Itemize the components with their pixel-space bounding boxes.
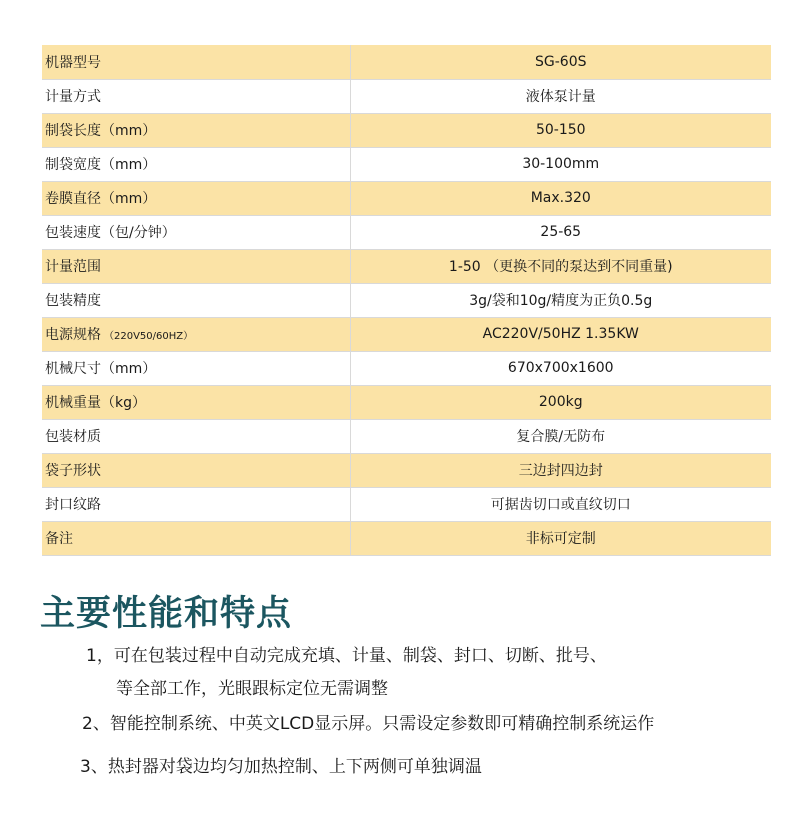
spec-value: 25-65 (350, 215, 771, 249)
spec-value: 复合膜/无防布 (350, 419, 771, 453)
spec-label (42, 521, 350, 555)
spec-row (42, 181, 771, 215)
spec-label (42, 79, 350, 113)
spec-label-text: 袋子形状 (45, 463, 101, 479)
features-title: 主要性能和特点 (40, 593, 293, 634)
feature-item-1: 1，可在包装过程中自动完成充填、计量、制袋、封口、切断、批号、 (86, 646, 607, 666)
spec-label (42, 147, 350, 181)
spec-label (42, 215, 350, 249)
feature-item-2: 2、智能控制系统、中英文LCD显示屏。只需设定参数即可精确控制系统运作 (82, 714, 655, 734)
spec-value: AC220V/50HZ 1.35KW (350, 317, 771, 351)
spec-label (42, 45, 350, 79)
spec-label-text: 制袋宽度（mm） (45, 157, 157, 173)
spec-value: 200kg (350, 385, 771, 419)
feature-item-1-continued: 等全部工作，光眼跟标定位无需调整 (116, 679, 388, 699)
spec-label (42, 351, 350, 385)
spec-value: 670x700x1600 (350, 351, 771, 385)
spec-label-text: 封口纹路 (45, 497, 101, 513)
spec-label-text: 机器型号 (45, 54, 101, 71)
spec-label (42, 113, 350, 147)
spec-label (42, 283, 350, 317)
spec-label-text: 卷膜直径（mm） (45, 191, 157, 207)
spec-value: 30-100mm (350, 147, 771, 181)
spec-row (42, 351, 771, 385)
spec-label (42, 385, 350, 419)
spec-row (42, 113, 771, 147)
spec-value: 3g/袋和10g/精度为正负0.5g (350, 283, 771, 317)
spec-label-text: 备注 (45, 531, 73, 547)
spec-row (42, 317, 771, 351)
spec-label-text: 机械尺寸（mm） (45, 361, 157, 377)
spec-label-text: 电源规格 (45, 327, 101, 343)
spec-value: Max.320 (350, 181, 771, 215)
spec-label-text: 包装精度 (45, 293, 101, 309)
spec-row (42, 45, 771, 79)
spec-value: 非标可定制 (350, 521, 771, 555)
spec-value: 三边封四边封 (350, 453, 771, 487)
feature-item-3: 3、热封器对袋边均匀加热控制、上下两侧可单独调温 (80, 757, 482, 777)
spec-table (42, 45, 771, 556)
spec-label (42, 181, 350, 215)
spec-row (42, 215, 771, 249)
spec-row (42, 453, 771, 487)
spec-value: SG-60S (350, 45, 771, 79)
spec-row (42, 147, 771, 181)
spec-table-body (42, 45, 771, 555)
spec-label-text: 包装速度（包/分钟） (45, 225, 176, 241)
spec-row (42, 521, 771, 555)
spec-label-text: 计量方式 (45, 89, 101, 105)
spec-row (42, 487, 771, 521)
spec-label-note: （220V50/60HZ） (104, 331, 194, 342)
spec-label (42, 419, 350, 453)
spec-value: 1-50 （更换不同的泵达到不同重量) (350, 249, 771, 283)
spec-row (42, 283, 771, 317)
spec-row (42, 385, 771, 419)
spec-row (42, 249, 771, 283)
spec-value: 50-150 (350, 113, 771, 147)
spec-row (42, 419, 771, 453)
spec-label (42, 249, 350, 283)
spec-row (42, 79, 771, 113)
spec-label-text: 包装材质 (45, 429, 101, 445)
spec-label (42, 317, 350, 351)
spec-value: 液体泵计量 (350, 79, 771, 113)
spec-value: 可据齿切口或直纹切口 (350, 487, 771, 521)
spec-label (42, 487, 350, 521)
spec-label-text: 计量范围 (45, 259, 101, 275)
spec-label (42, 453, 350, 487)
spec-label-text: 制袋长度（mm） (45, 123, 157, 139)
spec-label-text: 机械重量（kg） (45, 395, 146, 411)
